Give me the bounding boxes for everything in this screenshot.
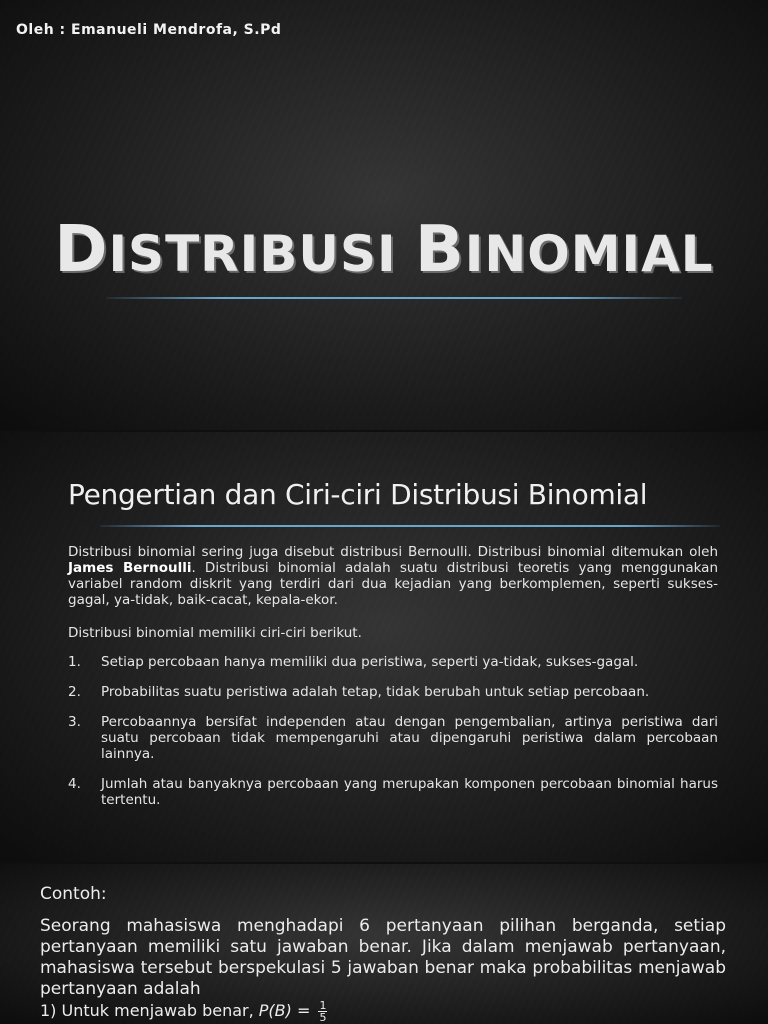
title-word-binomial: INOMIAL <box>464 225 714 283</box>
list-lead: Distribusi binomial memiliki ciri-ciri berikut. <box>68 625 362 641</box>
example-paragraph: Seorang mahasiswa menghadapi 6 pertanyaan pilihan berganda, setiap pertanyaan memiliki satu jawaban benar. Jika dalam menjawab pertanyaan, mahasiswa tersebut berspekulasi 5 jawaban benar maka probabilitas menjawab pertanyaan adalah <box>40 916 726 999</box>
probability-formula: P(B) = <box>258 1001 316 1020</box>
author-line: Oleh : Emanueli Mendrofa, S.Pd <box>16 22 282 38</box>
slide-heading: Pengertian dan Ciri-ciri Distribusi Binomial <box>68 478 648 511</box>
title-cap-d: D <box>54 213 109 287</box>
title-cap-b: B <box>415 213 465 287</box>
list-item: 1. Setiap percobaan hanya memiliki dua peristiwa, seperti ya-tidak, sukses-gagal. <box>68 654 639 670</box>
bernoulli-name: James Bernoulli <box>68 560 192 576</box>
example-label: Contoh: <box>40 884 107 904</box>
title-underline <box>106 297 682 299</box>
fraction: $\frac{1}{5}$ <box>319 999 327 1024</box>
example-slide <box>0 864 768 1024</box>
list-item: 3. Percobaannya bersifat independen atau dengan pengembalian, artinya peristiwa dari suatu percobaan tidak mempengaruhi atau dipengaruhi peristiwa dalam percobaan lainnya. <box>68 714 718 762</box>
heading-underline <box>100 525 720 527</box>
intro-paragraph: Distribusi binomial sering juga disebut distribusi Bernoulli. Distribusi binomial ditemukan oleh James Bernoulli. Distribusi binomial adalah suatu distribusi teoretis yang menggunakan variabel random diskrit yang terdiri dari dua kejadian yang berkomplemen, seperti sukses-gagal, ya-tidak, baik-cacat, kepala-ekor. <box>68 544 718 608</box>
title-slide <box>0 0 768 432</box>
definition-slide <box>0 432 768 864</box>
main-title <box>0 213 768 287</box>
list-item: 2. Probabilitas suatu peristiwa adalah tetap, tidak berubah untuk setiap percobaan. <box>68 684 650 700</box>
list-item: 4. Jumlah atau banyaknya percobaan yang merupakan komponen percobaan binomial harus tertentu. <box>68 776 718 808</box>
example-item-1: 1) Untuk menjawab benar, P(B) = $\frac{1}{5}$ <box>40 999 327 1024</box>
title-word-distribusi: ISTRIBUSI <box>108 225 416 283</box>
characteristics-list <box>68 654 718 822</box>
